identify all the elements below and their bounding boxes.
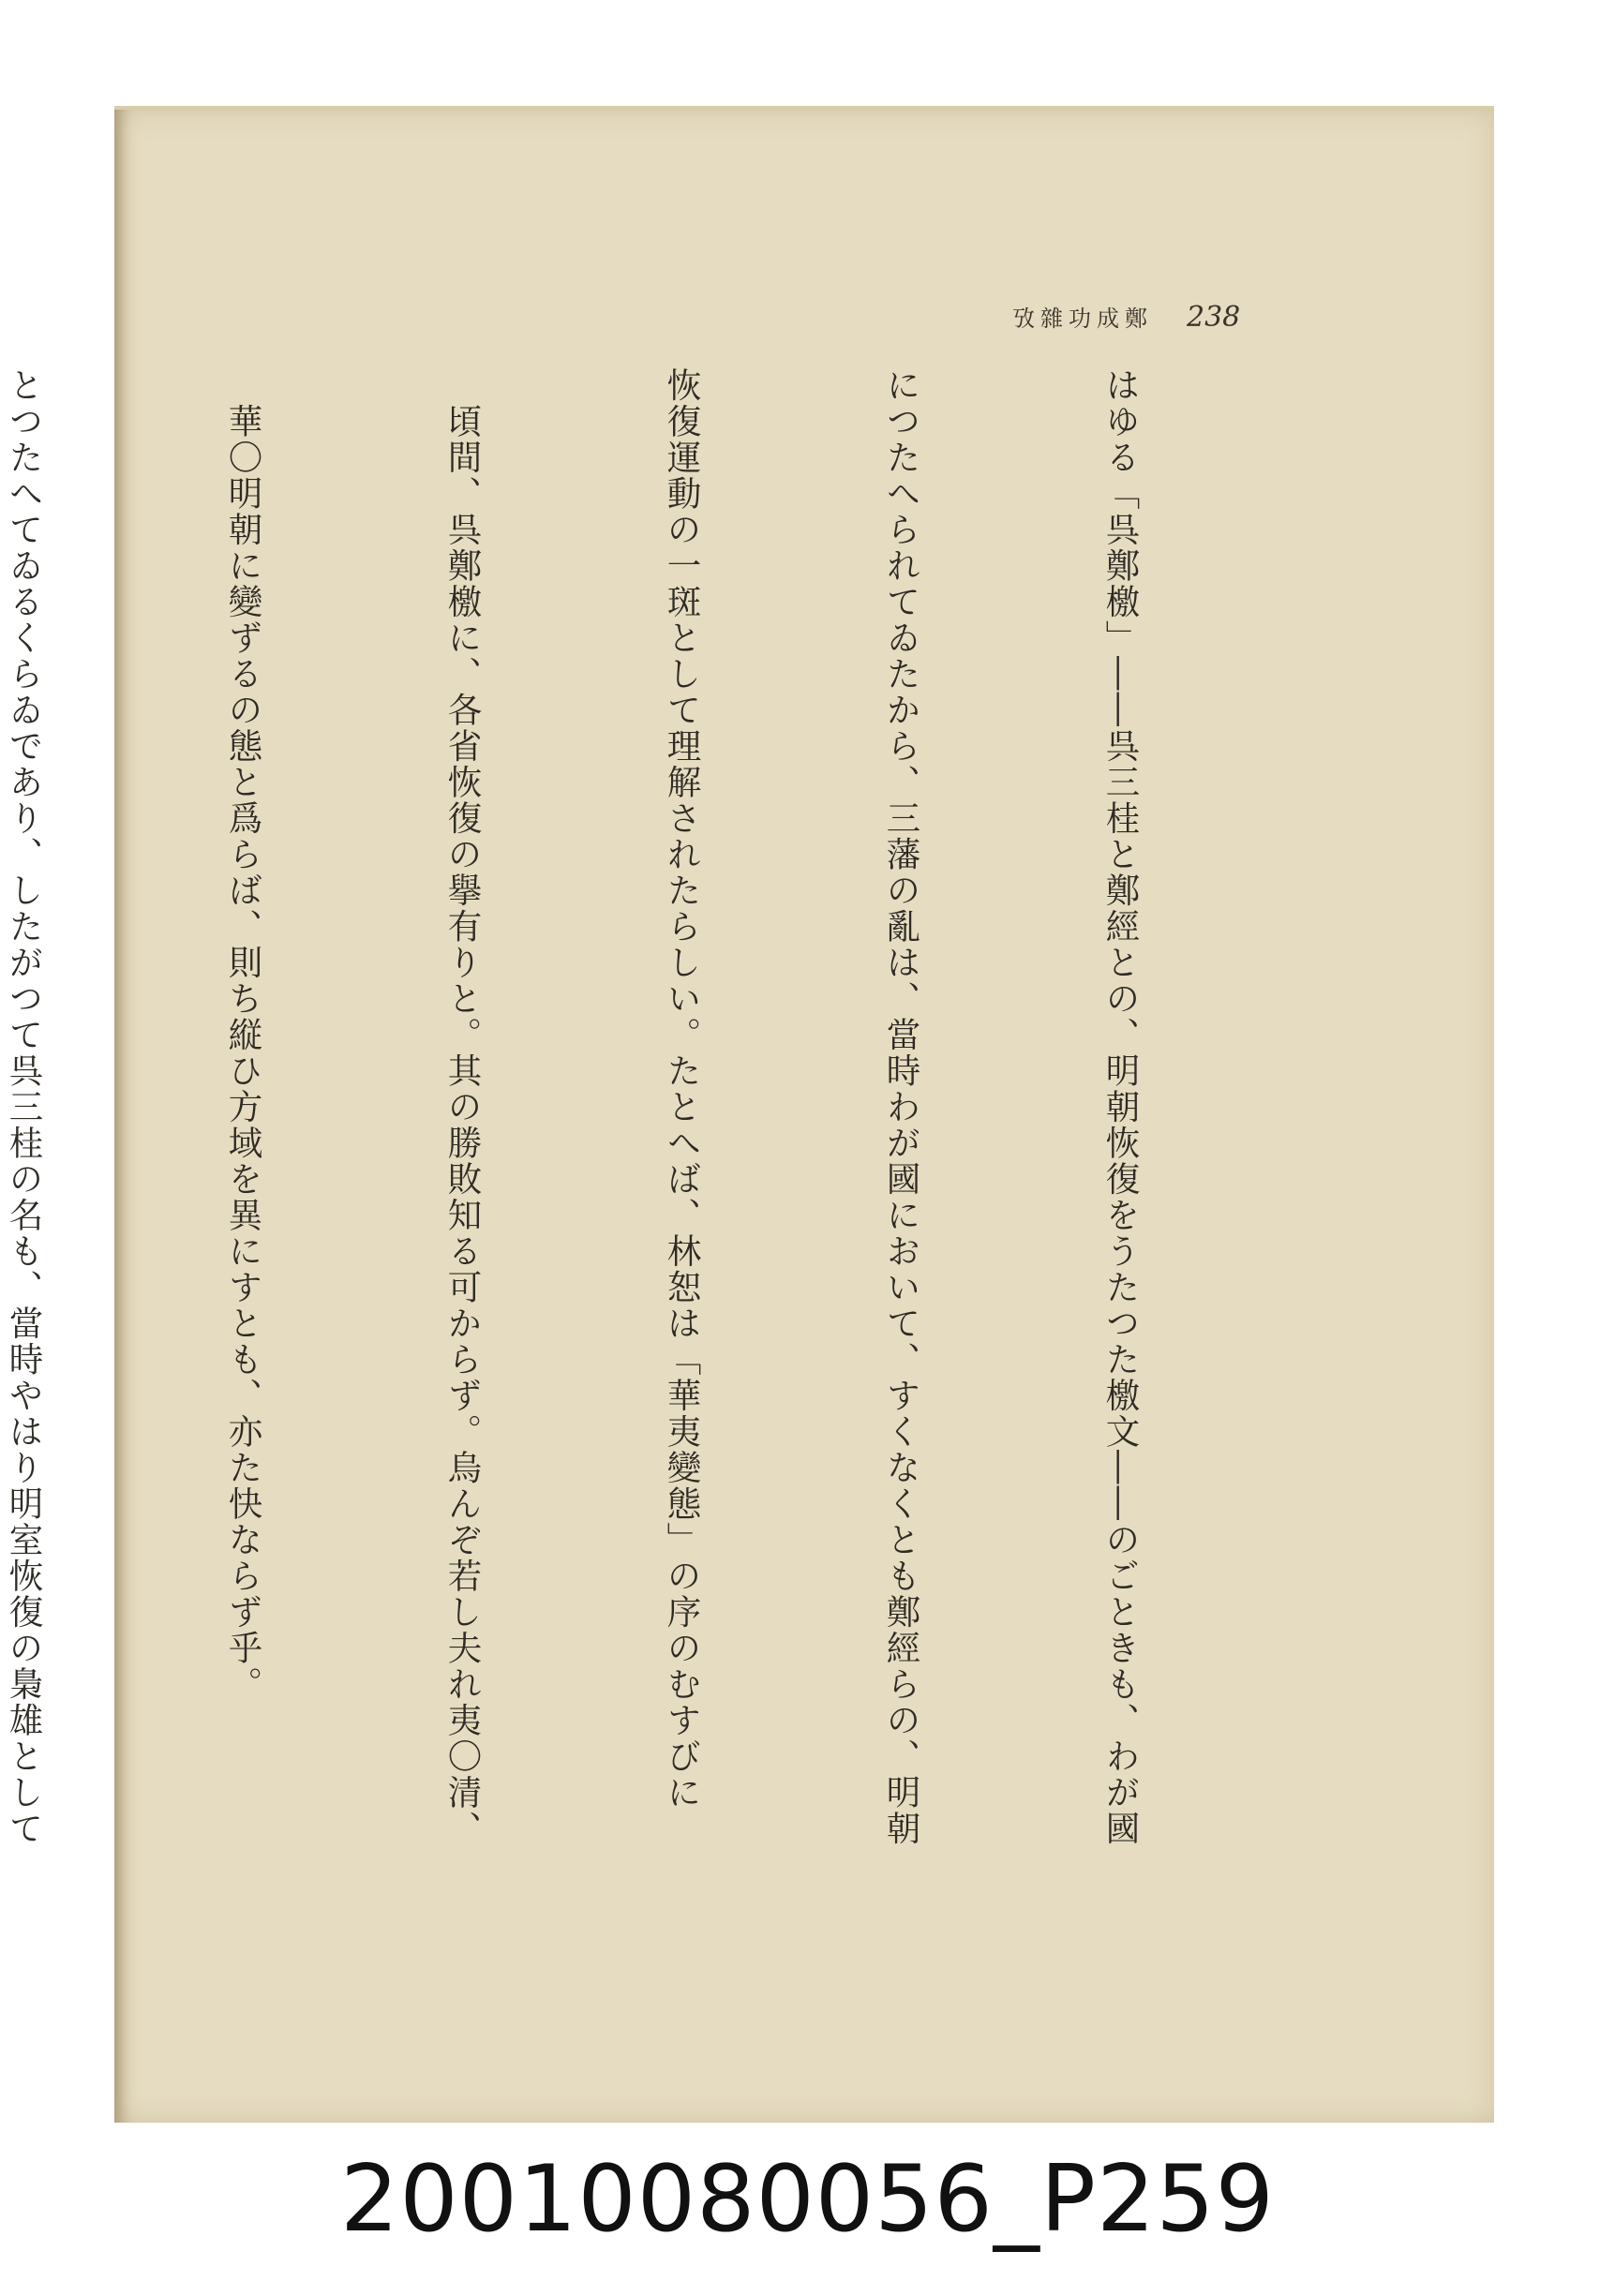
running-header	[1012, 300, 1240, 334]
vertical-text-body	[4, 367, 1303, 1904]
page-number: 238	[1187, 301, 1241, 334]
quoted-text-column: 華〇明朝に變ずるの態と爲らば、則ち縦ひ方域を異にすとも、亦た快ならず乎。	[223, 367, 263, 1703]
text-column: 恢復運動の一斑として理解されたらしい。たとへば、林恕は「華夷變態」の序のむすびに	[662, 367, 702, 1811]
text-column: とつたへてゐるくらゐであり、したがつて呉三桂の名も、當時やはり明室恢復の梟雄として	[4, 367, 44, 1847]
text-column: はゆる「呉鄭檄」――呉三桂と鄭經との、明朝恢復をうたつた檄文――のごときも、わが國	[1100, 367, 1141, 1847]
running-header-title: 攷雜功成鄭	[1012, 306, 1153, 332]
quoted-text-column: 頃間、呉鄭檄に、各省恢復の擧有りと。其の勝敗知る可からず。烏んぞ若し夫れ夷〇清、	[442, 367, 483, 1847]
text-column: につたへられてゐたから、三藩の亂は、當時わが國において、すくなくとも鄭經らの、明朝	[881, 367, 921, 1847]
image-id-label: 20010080056_P259	[339, 2146, 1275, 2253]
